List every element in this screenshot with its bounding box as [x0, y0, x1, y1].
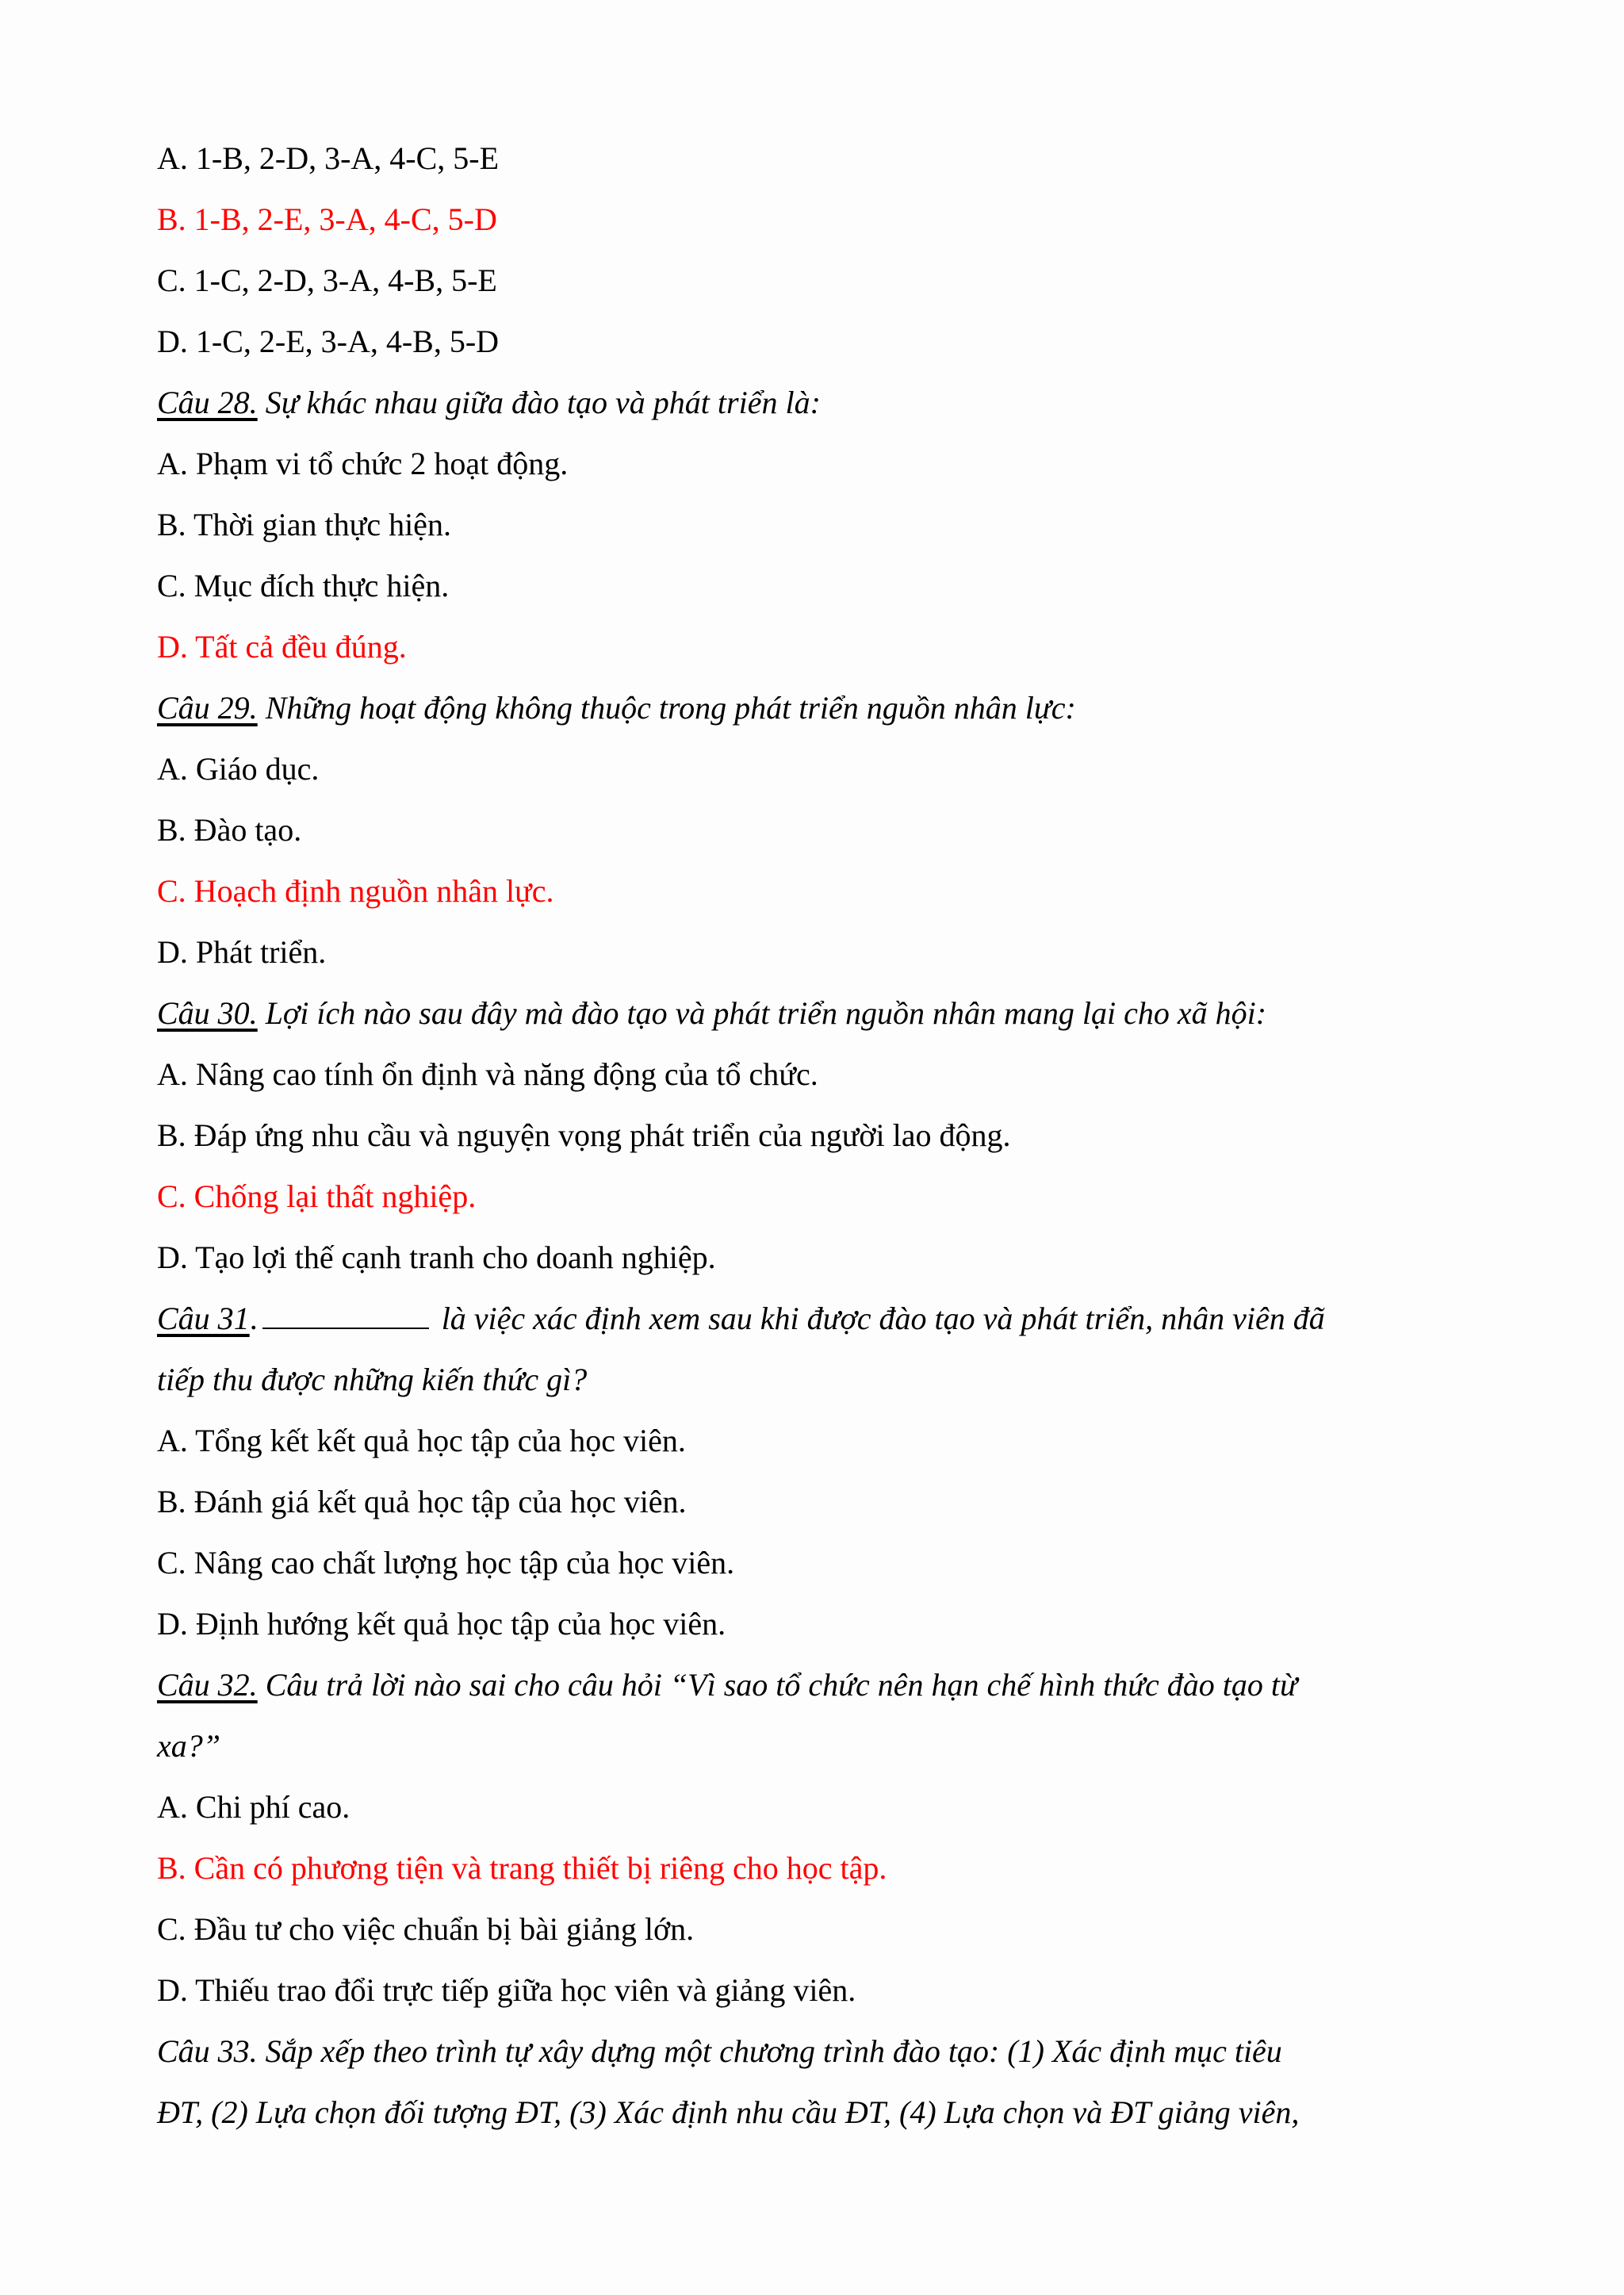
q33-question-line-1: Câu 33. Sắp xếp theo trình tự xây dựng một chương trình đào tạo: (1) Xác định mục tiêu [157, 2033, 1282, 2069]
q32-question-line-2: xa?” [157, 1728, 220, 1764]
q32-option-c: C. Đầu tư cho việc chuẩn bị bài giảng lớn. [157, 1911, 695, 1947]
q31-blank [262, 1304, 429, 1329]
q28-option-b: B. Thời gian thực hiện. [157, 507, 451, 542]
q30-option-a: A. Nâng cao tính ổn định và năng động của tổ chức. [157, 1056, 818, 1092]
q31-question-line-1 [157, 1297, 1467, 1341]
q28-question [157, 381, 1467, 425]
q32-option-a: A. Chi phí cao. [157, 1789, 350, 1825]
q31-label: Câu 31 [157, 1301, 250, 1336]
q28-text: Sự khác nhau giữa đào tạo và phát triển là: [257, 385, 821, 420]
q31-option-d: D. Định hướng kết quả học tập của học viên. [157, 1606, 726, 1642]
q33-question-line-2: ĐT, (2) Lựa chọn đối tượng ĐT, (3) Xác định nhu cầu ĐT, (4) Lựa chọn và ĐT giảng viên, [157, 2094, 1300, 2130]
q31-text-1: là việc xác định xem sau khi được đào tạo và phát triển, nhân viên đã [433, 1301, 1325, 1336]
q30-option-c-correct: C. Chống lại thất nghiệp. [157, 1178, 477, 1214]
q30-question [157, 991, 1467, 1036]
q31-option-b: B. Đánh giá kết quả học tập của học viên. [157, 1484, 687, 1519]
q32-option-d: D. Thiếu trao đổi trực tiếp giữa học viên và giảng viên. [157, 1972, 856, 2008]
q29-option-c-correct: C. Hoạch định nguồn nhân lực. [157, 873, 554, 909]
q29-option-d: D. Phát triển. [157, 934, 327, 970]
q29-text: Những hoạt động không thuộc trong phát triển nguồn nhân lực: [257, 690, 1076, 726]
q31-question-line-2: tiếp thu được những kiến thức gì? [157, 1362, 588, 1397]
q30-option-b: B. Đáp ứng nhu cầu và nguyện vọng phát triển của người lao động. [157, 1117, 1011, 1153]
q32-text-1: Câu trả lời nào sai cho câu hỏi “Vì sao tổ chức nên hạn chế hình thức đào tạo từ [257, 1667, 1297, 1703]
q28-label: Câu 28. [157, 385, 258, 420]
q31-option-a: A. Tổng kết kết quả học tập của học viên. [157, 1423, 686, 1458]
q27-option-d: D. 1-C, 2-E, 3-A, 4-B, 5-D [157, 324, 500, 359]
q27-option-a: A. 1-B, 2-D, 3-A, 4-C, 5-E [157, 140, 500, 176]
q30-option-d: D. Tạo lợi thế cạnh tranh cho doanh nghiệp. [157, 1239, 716, 1275]
q29-label: Câu 29. [157, 690, 258, 726]
q32-option-b-correct: B. Cần có phương tiện và trang thiết bị riêng cho học tập. [157, 1850, 887, 1886]
q27-option-c: C. 1-C, 2-D, 3-A, 4-B, 5-E [157, 262, 497, 298]
q28-option-d-correct: D. Tất cả đều đúng. [157, 629, 407, 665]
q29-option-b: B. Đào tạo. [157, 812, 302, 848]
q29-question [157, 686, 1467, 730]
q32-question-line-1 [157, 1663, 1467, 1707]
q27-option-b-correct: B. 1-B, 2-E, 3-A, 4-C, 5-D [157, 201, 497, 237]
q29-option-a: A. Giáo dục. [157, 751, 320, 787]
q32-label: Câu 32. [157, 1667, 258, 1703]
q31-option-c: C. Nâng cao chất lượng học tập của học viên. [157, 1545, 735, 1580]
q30-text: Lợi ích nào sau đây mà đào tạo và phát triển nguồn nhân mang lại cho xã hội: [257, 995, 1267, 1031]
q31-dot: . [249, 1301, 258, 1336]
q28-option-c: C. Mục đích thực hiện. [157, 568, 450, 603]
q30-label: Câu 30. [157, 995, 258, 1031]
q28-option-a: A. Phạm vi tổ chức 2 hoạt động. [157, 446, 569, 481]
